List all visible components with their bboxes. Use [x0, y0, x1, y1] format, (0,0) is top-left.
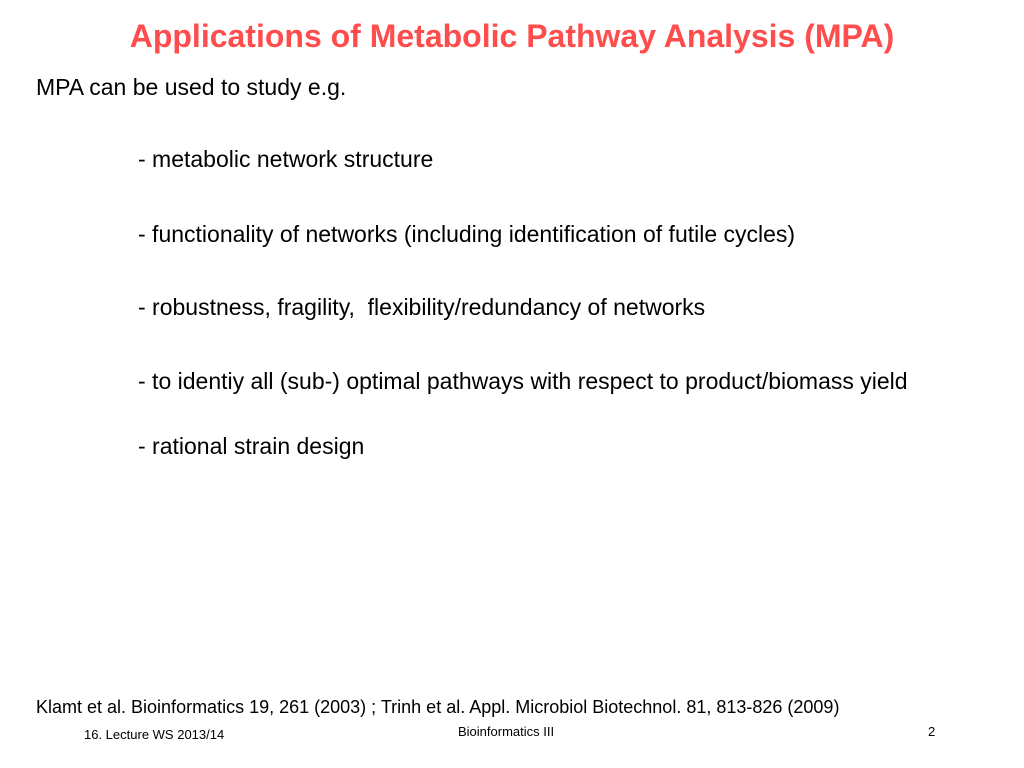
footer-page-number: 2: [928, 724, 936, 739]
bullet-optimal-pathways: - to identiy all (sub-) optimal pathways with respect to product/biomass yield: [138, 368, 908, 394]
footer-lecture-label: 16. Lecture WS 2013/14: [84, 727, 225, 742]
intro-text: MPA can be used to study e.g.: [36, 74, 347, 100]
bullet-metabolic-network-structure: - metabolic network structure: [138, 146, 434, 172]
bullet-functionality-of-networks: - functionality of networks (including identification of futile cycles): [138, 221, 796, 247]
footer-course-title: Bioinformatics III: [458, 724, 555, 739]
slide-title: Applications of Metabolic Pathway Analysis (MPA): [129, 18, 895, 54]
references-citation: Klamt et al. Bioinformatics 19, 261 (2003) ; Trinh et al. Appl. Microbiol Biotechnol. 81, 813-826 (2009): [36, 697, 840, 717]
bullet-robustness-fragility: - robustness, fragility, flexibility/redundancy of networks: [138, 294, 706, 320]
bullet-rational-strain-design: - rational strain design: [138, 433, 365, 459]
